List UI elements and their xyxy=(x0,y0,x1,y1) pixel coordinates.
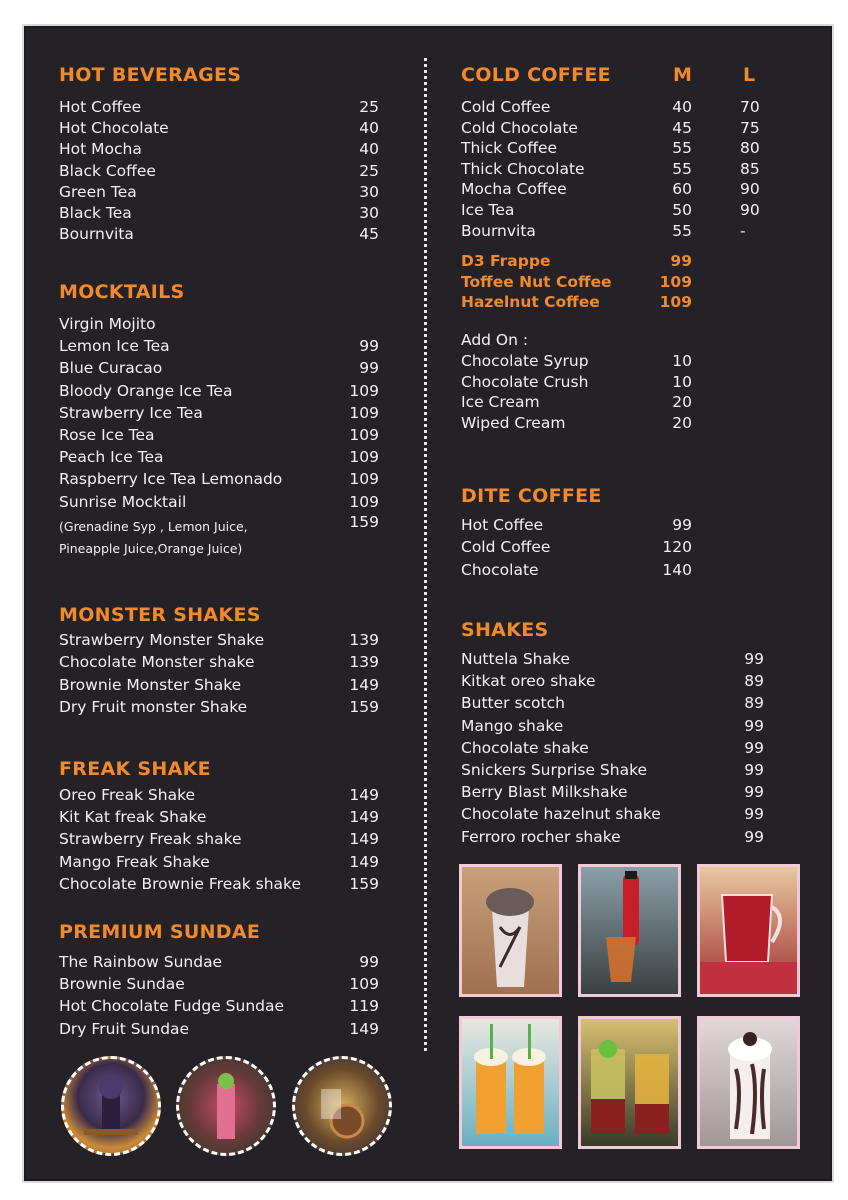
sundae-photo-3 xyxy=(292,1056,392,1156)
item-name: Blue Curacao xyxy=(59,359,163,378)
item-price: 10 xyxy=(672,372,692,391)
addon-item xyxy=(461,371,692,393)
item-name: Butter scotch xyxy=(461,694,565,713)
item-price: 149 xyxy=(349,852,379,871)
item-name: Cold Coffee xyxy=(461,538,551,557)
item-name: Bournvita xyxy=(461,221,536,240)
item-name: Strawberry Monster Shake xyxy=(59,631,265,649)
item-name: Snickers Surprise Shake xyxy=(461,761,648,779)
item-price: 109 xyxy=(349,381,379,400)
addon-item xyxy=(461,412,692,434)
item-name: Oreo Freak Shake xyxy=(59,786,196,804)
item-name: Cold Coffee xyxy=(461,98,551,116)
item-price-m: 50 xyxy=(672,201,692,219)
item-price: 109 xyxy=(659,293,692,311)
menu-item xyxy=(461,536,692,558)
item-price: 140 xyxy=(662,560,692,579)
menu-item xyxy=(59,117,379,139)
item-price: 149 xyxy=(349,786,379,804)
item-price-m: 55 xyxy=(672,139,692,158)
item-price-m: 40 xyxy=(672,98,692,116)
item-price: 99 xyxy=(670,252,692,270)
menu-item xyxy=(461,715,764,737)
item-name: Green Tea xyxy=(59,182,137,201)
item-price-l: - xyxy=(740,221,746,240)
item-price-l: 75 xyxy=(740,118,760,137)
sundae-photo-2 xyxy=(176,1056,276,1156)
menu-item xyxy=(59,223,379,245)
item-name: Strawberry Freak shake xyxy=(59,830,242,849)
menu-item xyxy=(59,313,379,335)
mocktail-note-price: 159 xyxy=(349,513,379,531)
menu-item xyxy=(59,357,379,379)
item-name: The Rainbow Sundae xyxy=(59,953,223,971)
menu-item xyxy=(59,181,379,203)
menu-item xyxy=(59,951,379,973)
menu-item xyxy=(59,424,379,446)
item-price-l: 70 xyxy=(740,98,760,116)
item-price: 25 xyxy=(359,98,379,116)
item-name: Lemon Ice Tea xyxy=(59,337,170,356)
item-price: 45 xyxy=(359,225,379,244)
menu-item xyxy=(59,828,379,850)
menu-item xyxy=(59,491,379,513)
item-name: Chocolate Monster shake xyxy=(59,653,255,672)
menu-item xyxy=(461,178,784,200)
menu-item xyxy=(59,784,379,806)
special-item xyxy=(461,271,692,293)
item-price: 120 xyxy=(662,538,692,557)
item-price: 99 xyxy=(744,827,764,846)
item-price: 99 xyxy=(744,716,764,735)
item-price: 109 xyxy=(349,975,379,994)
menu-item xyxy=(461,559,692,581)
item-price-l: 90 xyxy=(740,201,760,219)
item-name: Hot Chocolate Fudge Sundae xyxy=(59,997,285,1016)
item-price: 149 xyxy=(349,675,379,694)
item-price: 40 xyxy=(359,119,379,138)
item-price: 109 xyxy=(659,272,692,291)
item-name: Virgin Mojito xyxy=(59,315,156,333)
drink-photo-chocolate-shake xyxy=(697,1016,800,1149)
item-price: 20 xyxy=(672,393,692,411)
menu-item xyxy=(461,220,784,242)
item-name: Chocolate xyxy=(461,560,539,579)
item-price: 89 xyxy=(744,694,764,713)
item-name: Dry Fruit monster Shake xyxy=(59,697,248,716)
menu-item xyxy=(59,96,379,118)
menu-item xyxy=(59,873,379,895)
addon-item xyxy=(461,391,692,413)
item-name: Mango shake xyxy=(461,716,564,735)
menu-item xyxy=(59,335,379,357)
item-price-m: 60 xyxy=(672,180,692,199)
item-price: 139 xyxy=(349,653,379,672)
item-price: 99 xyxy=(744,738,764,757)
menu-item xyxy=(59,402,379,424)
item-price: 149 xyxy=(349,1019,379,1038)
menu-item xyxy=(59,160,379,182)
item-price: 109 xyxy=(349,470,379,489)
item-price: 10 xyxy=(672,352,692,370)
special-item xyxy=(461,250,692,272)
item-name: D3 Frappe xyxy=(461,252,551,270)
drink-photo-cocktail xyxy=(578,864,681,997)
cold-coffee-size-l: L xyxy=(743,64,756,86)
menu-item xyxy=(59,806,379,828)
menu-item xyxy=(59,651,379,673)
item-price: 159 xyxy=(349,697,379,716)
item-price: 30 xyxy=(359,204,379,222)
dite-coffee-title: DITE COFFEE xyxy=(461,485,602,507)
item-name: Brownie Sundae xyxy=(59,975,185,994)
cold-coffee-title: COLD COFFEE xyxy=(461,64,611,86)
monster-shakes-title: MONSTER SHAKES xyxy=(59,604,261,626)
shakes-title: SHAKES xyxy=(461,619,549,641)
item-price-l: 85 xyxy=(740,159,760,178)
item-name: Kitkat oreo shake xyxy=(461,672,596,691)
menu-item xyxy=(59,973,379,995)
item-price: 109 xyxy=(349,492,379,511)
item-name: Kit Kat freak Shake xyxy=(59,808,207,827)
item-name: Hazelnut Coffee xyxy=(461,293,600,311)
item-name: Brownie Monster Shake xyxy=(59,675,242,694)
item-price-l: 90 xyxy=(740,180,760,199)
sundae-photo-1 xyxy=(61,1056,161,1156)
item-price: 99 xyxy=(744,805,764,824)
item-name: Toffee Nut Coffee xyxy=(461,272,612,291)
menu-item xyxy=(461,199,784,221)
menu-item xyxy=(59,468,379,490)
freak-shake-title: FREAK SHAKE xyxy=(59,758,211,780)
item-price-m: 55 xyxy=(672,221,692,240)
hot-beverages-title: HOT BEVERAGES xyxy=(59,64,242,86)
item-price: 25 xyxy=(359,161,379,180)
item-price-m: 55 xyxy=(672,159,692,178)
item-price: 99 xyxy=(744,783,764,802)
item-name: Black Coffee xyxy=(59,161,156,180)
menu-sheet: HOT BEVERAGES Hot Coffee 25 Hot Chocolate 40 Hot Mocha 40 Black Coffee 25 Green Tea 30 Black Tea 30 Bournvita 45 MOCKTAILS Virgin Mojito Lemon Ice Tea 99 Blue Curacao 99 Bloody Orange Ice Tea 109 Strawberry Ice Tea 109 Rose Ice Tea 109 Peach Ice Tea 109 Raspberry Ice Tea Lemonado 109 Sunrise Mocktail 109 (Grenadine Syp , Lemon Juice, Pineapple Juice,Orange Juice) 159 MONSTER SHAKES Strawberry Monster Shake 139 Chocolate Monster shake 139 Brownie Monster Shake 149 Dry Fruit monster Shake 159 FREAK SHAKE Oreo Freak Shake 149 Kit Kat freak Shake 149 Strawberry Freak shake 149 Mango Freak Shake 149 Chocolate Brownie Freak shake 159 PREMIUM SUNDAE The Rainbow Sundae 99 Brownie Sundae 109 Hot Chocolate Fudge Sundae 119 Dry Fruit Sundae 149 COLD COFFEE M L Cold Coffee 40 70 Cold Chocolate 45 75 Thick Coffee 55 80 Thick Chocolate 55 85 Mocha Coffee 60 90 Ice Tea 50 90 Bournvita 55 - D3 Frappe 99 Toffee Nut Coffee 109 Hazelnut Coffee 109 Add On : Chocolate Syrup 10 Chocolate Crush 10 Ice Cream 20 Wiped Cream 20 DITE COFFEE Hot Coffee 99 Cold Coffee 120 Chocolate 140 SHAKES Nuttela Shake 99 Kitkat oreo shake 89 Butter scotch 89 Mango shake 99 Chocolate shake 99 Snickers Surprise Shake 99 Berry Blast Milkshake 99 Chocolate hazelnut shake 99 Ferroro rocher shake 99 xyxy=(22,24,834,1183)
menu-item xyxy=(461,96,784,118)
item-name: Chocolate Crush xyxy=(461,372,589,391)
item-price: 119 xyxy=(349,997,379,1016)
item-name: Hot Chocolate xyxy=(59,119,169,138)
menu-item xyxy=(59,1018,379,1040)
item-name: Sunrise Mocktail xyxy=(59,492,187,511)
mocktail-note-line2: Pineapple Juice,Orange Juice) xyxy=(59,541,243,556)
menu-item xyxy=(59,674,379,696)
item-price: 159 xyxy=(349,874,379,893)
menu-item xyxy=(59,138,379,160)
item-name: Thick Chocolate xyxy=(461,159,585,178)
item-price: 99 xyxy=(359,359,379,378)
cold-coffee-size-m: M xyxy=(673,64,693,86)
drink-photo-hot-tea xyxy=(697,864,800,997)
item-price: 139 xyxy=(349,631,379,649)
item-name: Thick Coffee xyxy=(461,139,558,158)
item-name: Bournvita xyxy=(59,225,134,244)
menu-item xyxy=(461,514,692,536)
item-price: 109 xyxy=(349,403,379,422)
menu-item xyxy=(59,629,379,651)
menu-item xyxy=(461,648,764,670)
item-price: 109 xyxy=(349,426,379,444)
item-price: 89 xyxy=(744,672,764,691)
item-price: 99 xyxy=(744,650,764,668)
menu-item xyxy=(59,995,379,1017)
mocktail-note-line1: (Grenadine Syp , Lemon Juice, xyxy=(59,519,248,534)
item-name: Chocolate Brownie Freak shake xyxy=(59,874,302,893)
menu-item xyxy=(461,737,764,759)
item-name: Hot Coffee xyxy=(59,98,142,116)
menu-item xyxy=(59,202,379,224)
item-price: 99 xyxy=(359,953,379,971)
item-name: Nuttela Shake xyxy=(461,650,570,668)
drink-photo-oreo-shake xyxy=(459,864,562,997)
item-name: Wiped Cream xyxy=(461,413,566,432)
item-name: Ice Cream xyxy=(461,393,540,411)
item-name: Black Tea xyxy=(59,204,132,222)
item-name: Chocolate Syrup xyxy=(461,352,589,370)
menu-item xyxy=(461,803,764,825)
menu-item xyxy=(461,781,764,803)
drink-photo-mojito xyxy=(578,1016,681,1149)
menu-item xyxy=(461,826,764,848)
item-name: Hot Mocha xyxy=(59,140,142,159)
premium-sundae-title: PREMIUM SUNDAE xyxy=(59,921,261,943)
item-name: Cold Chocolate xyxy=(461,118,578,137)
item-price-l: 80 xyxy=(740,139,760,158)
column-divider xyxy=(424,58,427,1051)
item-price: 149 xyxy=(349,808,379,827)
menu-item xyxy=(59,446,379,468)
menu-item xyxy=(461,137,784,159)
item-name: Bloody Orange Ice Tea xyxy=(59,381,233,400)
item-price: 109 xyxy=(349,448,379,467)
item-price: 99 xyxy=(744,761,764,779)
item-name: Ice Tea xyxy=(461,201,515,219)
menu-item xyxy=(461,692,764,714)
menu-item xyxy=(461,117,784,139)
item-name: Peach Ice Tea xyxy=(59,448,164,467)
item-price: 40 xyxy=(359,140,379,159)
menu-item xyxy=(59,696,379,718)
menu-item xyxy=(461,670,764,692)
item-name: Raspberry Ice Tea Lemonado xyxy=(59,470,283,489)
special-item xyxy=(461,291,692,313)
item-name: Rose Ice Tea xyxy=(59,426,155,444)
item-price-m: 45 xyxy=(672,118,692,137)
item-name: Chocolate shake xyxy=(461,738,589,757)
item-name: Mango Freak Shake xyxy=(59,852,210,871)
item-price: 20 xyxy=(672,413,692,432)
item-name: Ferroro rocher shake xyxy=(461,827,621,846)
item-name: Berry Blast Milkshake xyxy=(461,783,628,802)
addon-item xyxy=(461,350,692,372)
item-price: 149 xyxy=(349,830,379,849)
item-price: 99 xyxy=(359,337,379,356)
item-price: 99 xyxy=(672,516,692,534)
item-name: Dry Fruit Sundae xyxy=(59,1019,190,1038)
item-name: Mocha Coffee xyxy=(461,180,567,199)
item-price: 30 xyxy=(359,182,379,201)
menu-item xyxy=(461,759,764,781)
menu-item xyxy=(461,158,784,180)
item-name: Hot Coffee xyxy=(461,516,544,534)
menu-item xyxy=(59,851,379,873)
mocktails-title: MOCKTAILS xyxy=(59,281,185,303)
drink-photo-mango-shake xyxy=(459,1016,562,1149)
menu-item xyxy=(59,380,379,402)
item-name: Chocolate hazelnut shake xyxy=(461,805,661,824)
item-name: Strawberry Ice Tea xyxy=(59,403,203,422)
